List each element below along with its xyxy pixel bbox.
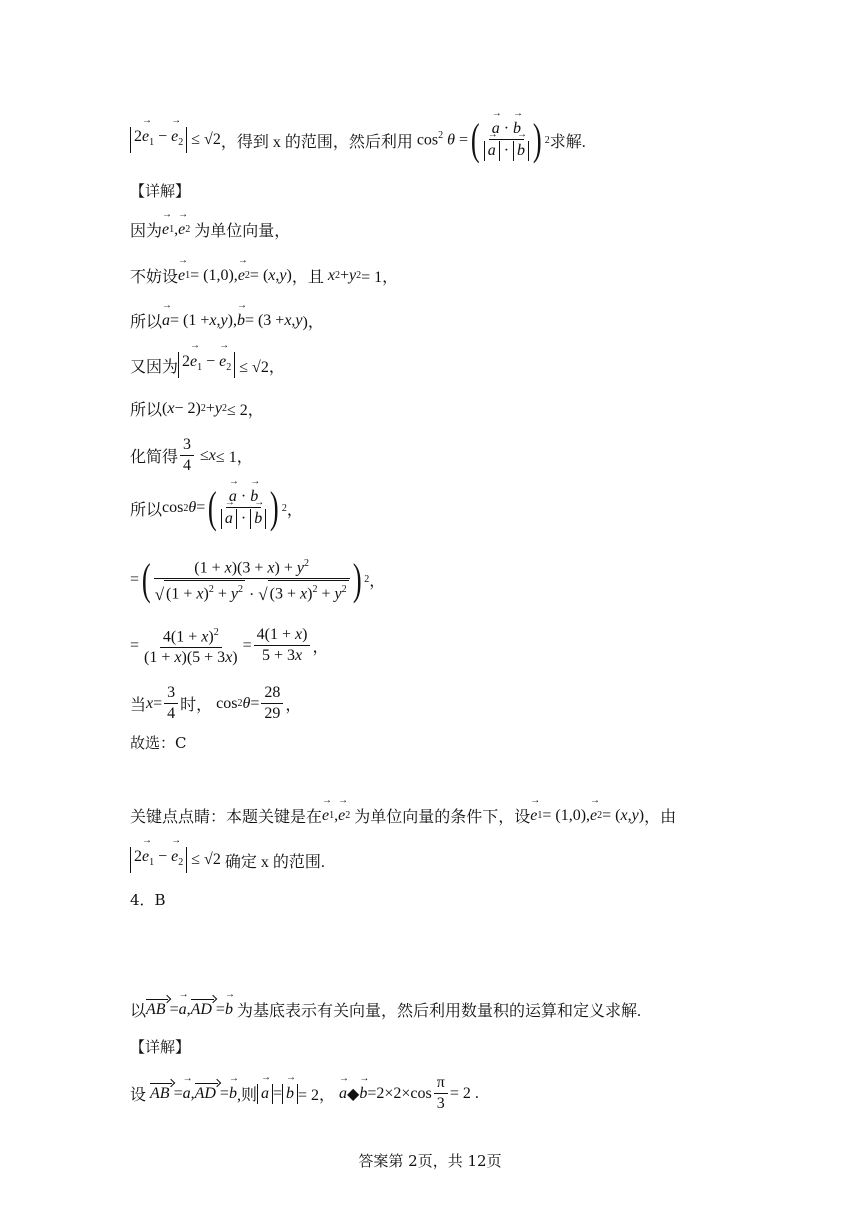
line-inequality: 所以 ( x − 2) 2 + y 2 ≤ 2， (130, 399, 264, 419)
key-point-line-2: $2\to e_1$ − → $e_2$ ≤ √2 确定 x 的范围. (130, 847, 325, 873)
line-given-condition: 又因为 $2\to e_1$ − → $e_2$ ≤ √2， (130, 352, 285, 378)
page-footer: 答案第 2页，共 12页 (358, 1152, 502, 1170)
line-cos-formula: 所以 cos 2 θ = ( → a · → b → a · → b ) 2 ， (130, 486, 303, 530)
line-a-b: 所以 → a = (1 + x , y ), → b = (3 + x , y )， (130, 309, 324, 332)
answer-line: 故选：C (130, 734, 187, 752)
line-set-vectors: 不妨设 → e 1 = (1,0), → e 2 = ( x , y ) ，且 x 2 + y 2 = 1， (130, 264, 398, 287)
q4-detail-line: 设 AB = → a , AD = → b ,则 → a = → b = 2， → a ◆ → b = 2×2×cos $\frac{\pi}{3}$ = 2 . (130, 1074, 479, 1113)
line-cos-simplified: = $\frac{4(1 + x)^2}{(1 + x)(5 + 3x)}$ = $\frac{4(1 + x)}{5 + 3x}$ ， (130, 624, 328, 667)
line-unit-vectors: 因为 → e 1 , → e 2 为单位向量， (130, 218, 290, 241)
key-point-line: 关键点点睛：本题关键是在 → e 1 , → e 2 为单位向量的条件下，设 → e 1 = (1,0), → e 2 = ( x , y ) ，由 (130, 804, 676, 827)
q4-approach: 以 AB = → a , AD = → b 为基底表示有关向量，然后利用数量积的运算和定义求解. (130, 998, 641, 1021)
line-cos-expand: = ( $(1 + x)(3 + x) + y^2$ √ $(1 + x)^2 + y^2$ · √ $(3 + x)^2 + y^2$ ) 2 ， (130, 554, 386, 604)
detail-header: 【详解】 (130, 182, 191, 200)
detail-header-2: 【详解】 (130, 1038, 191, 1056)
line-range-condition: $2\to e_1$ − → $e_2$ ≤ √2 ，得到 x 的范围，然后利用 $\cos^2 \theta$ = ( → a · → b → a · → b ) 2 求解. (130, 118, 586, 162)
line-simplify: 化简得 $\frac{3}{4}$ ≤ x ≤ 1， (130, 436, 253, 474)
line-evaluate: 当 x = $\frac{3}{4}$ 时， cos 2 θ = $\frac{28}{29}$ ， (130, 684, 302, 722)
question-4-answer: 4．B (130, 891, 166, 909)
